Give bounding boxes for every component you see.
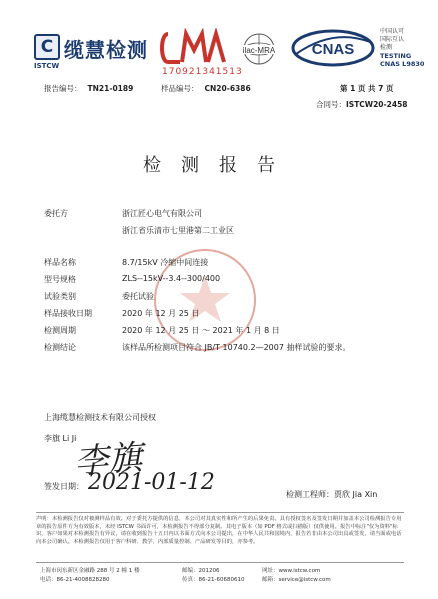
issue-date-label: 签发日期： [44,482,84,491]
client-name: 浙江匠心电气有限公司 [122,209,202,218]
field-value-model: ZLS--15kV--3.4--300/400 [122,274,221,283]
divider [36,512,404,513]
footer-divider [36,562,404,563]
field-label-conclusion: 检测结论 [44,343,76,352]
cnas-line-2: 国际互认 [380,36,405,43]
disclaimer: 声明：本检测报告仅对被测样品有效。对于委托方提供的信息，本公司对其真实性和所产生的后果免责。具有授权签名及签发日期并加盖本公司检测报告专用章的报告原件方为有效版本，未经 ISTCW 书面许可，本检测报告不得部分复制。其电子版本（如 PDF 格式或扫描版）仅供使用。报告中标注"仅为资料"标识，客户如果对本检测报告有异议，请在收到报告十五日内以书面方式向本公司提出，在中华人民共和国境内，报告若非由本公司出具或签发，请当面或电话向本公司确认。本检测报告仅用于客户科研、教学、内部质量控制、产品研发等目的，亦参考。 [36,516,402,545]
cnas-logo-icon [290,28,376,68]
approver-signature: 李旗 [72,437,144,483]
report-number-value: TN21-0189 [87,84,134,93]
client-label: 委托方 [44,209,68,218]
cnas-line-5: CNAS L9830 [380,60,425,68]
page-info: 第 1 页 共 7 页 [340,84,394,93]
test-engineer: 检测工程师：贾欣 Jia Xin [286,490,378,499]
brand-code: ISTCW [34,62,60,70]
approver-name: 李旗 Li Ji [44,434,77,443]
footer-postcode: 邮编：201206 [182,568,220,574]
cnas-accreditation-text [380,28,424,68]
contract-label: 合同号： [316,100,346,109]
cnas-line-1: 中国认可 [380,28,405,35]
cnas-line-3: 检测 [380,44,393,51]
field-value-receive-date: 2020 年 12 月 25 日 [122,309,200,318]
field-value-sample-name: 8.7/15kV 冷缩中间连接 [122,258,209,267]
footer-fax: 传真：86-21-60680610 [182,577,245,583]
sample-number-value: CN20-6386 [204,84,251,93]
cma-logo-icon [160,28,230,68]
report-number-label: 报告编号： [44,84,82,93]
field-label-test-period: 检测周期 [44,326,76,335]
field-label-sample-name: 样品名称 [44,258,76,267]
field-value-test-type: 委托试验 [122,292,154,301]
field-label-receive-date: 样品接收日期 [44,309,92,318]
field-value-conclusion: 该样品所检测项目符合 JB/T 10740.2—2007 抽样试验的要求。 [122,343,351,352]
cnas-mark: CNAS [311,41,355,58]
contract-value: ISTCW20-2458 [346,100,408,109]
field-label-model: 型号规格 [44,275,76,284]
contract-number [316,99,408,110]
field-value-test-period: 2020 年 12 月 25 日 ～ 2021 年 1 月 8 日 [122,326,280,335]
sample-number-label: 样品编号： [161,84,199,93]
sample-number [161,83,251,94]
footer-email: 邮箱：service@istcw.com [262,577,331,583]
footer-website: 网址：www.istcw.com [262,568,321,574]
report-number [44,83,133,94]
ilac-mark: ilac-MRA [242,46,276,55]
footer-address: 上海市闵东新区金融路 288 号 2 幢 1 楼 [40,568,140,574]
client-address: 浙江省乐清市七里港第二工业区 [122,226,234,235]
issue-date-handwritten: 2021-01-12 [88,470,215,495]
authorized-by: 上海缆慧检测技术有限公司授权 [44,413,156,422]
cnas-line-4: TESTING [380,52,412,60]
footer-tel: 电话：86-21-4008828280 [40,577,110,583]
cma-number: 170921341513 [162,67,243,77]
ilac-mra-logo-icon [234,32,284,68]
brand-name: 缆慧检测 [64,38,148,62]
field-label-test-type: 试验类别 [44,292,76,301]
brand-logo-icon: C [34,34,60,60]
page-title: 检测报告 [143,155,295,176]
